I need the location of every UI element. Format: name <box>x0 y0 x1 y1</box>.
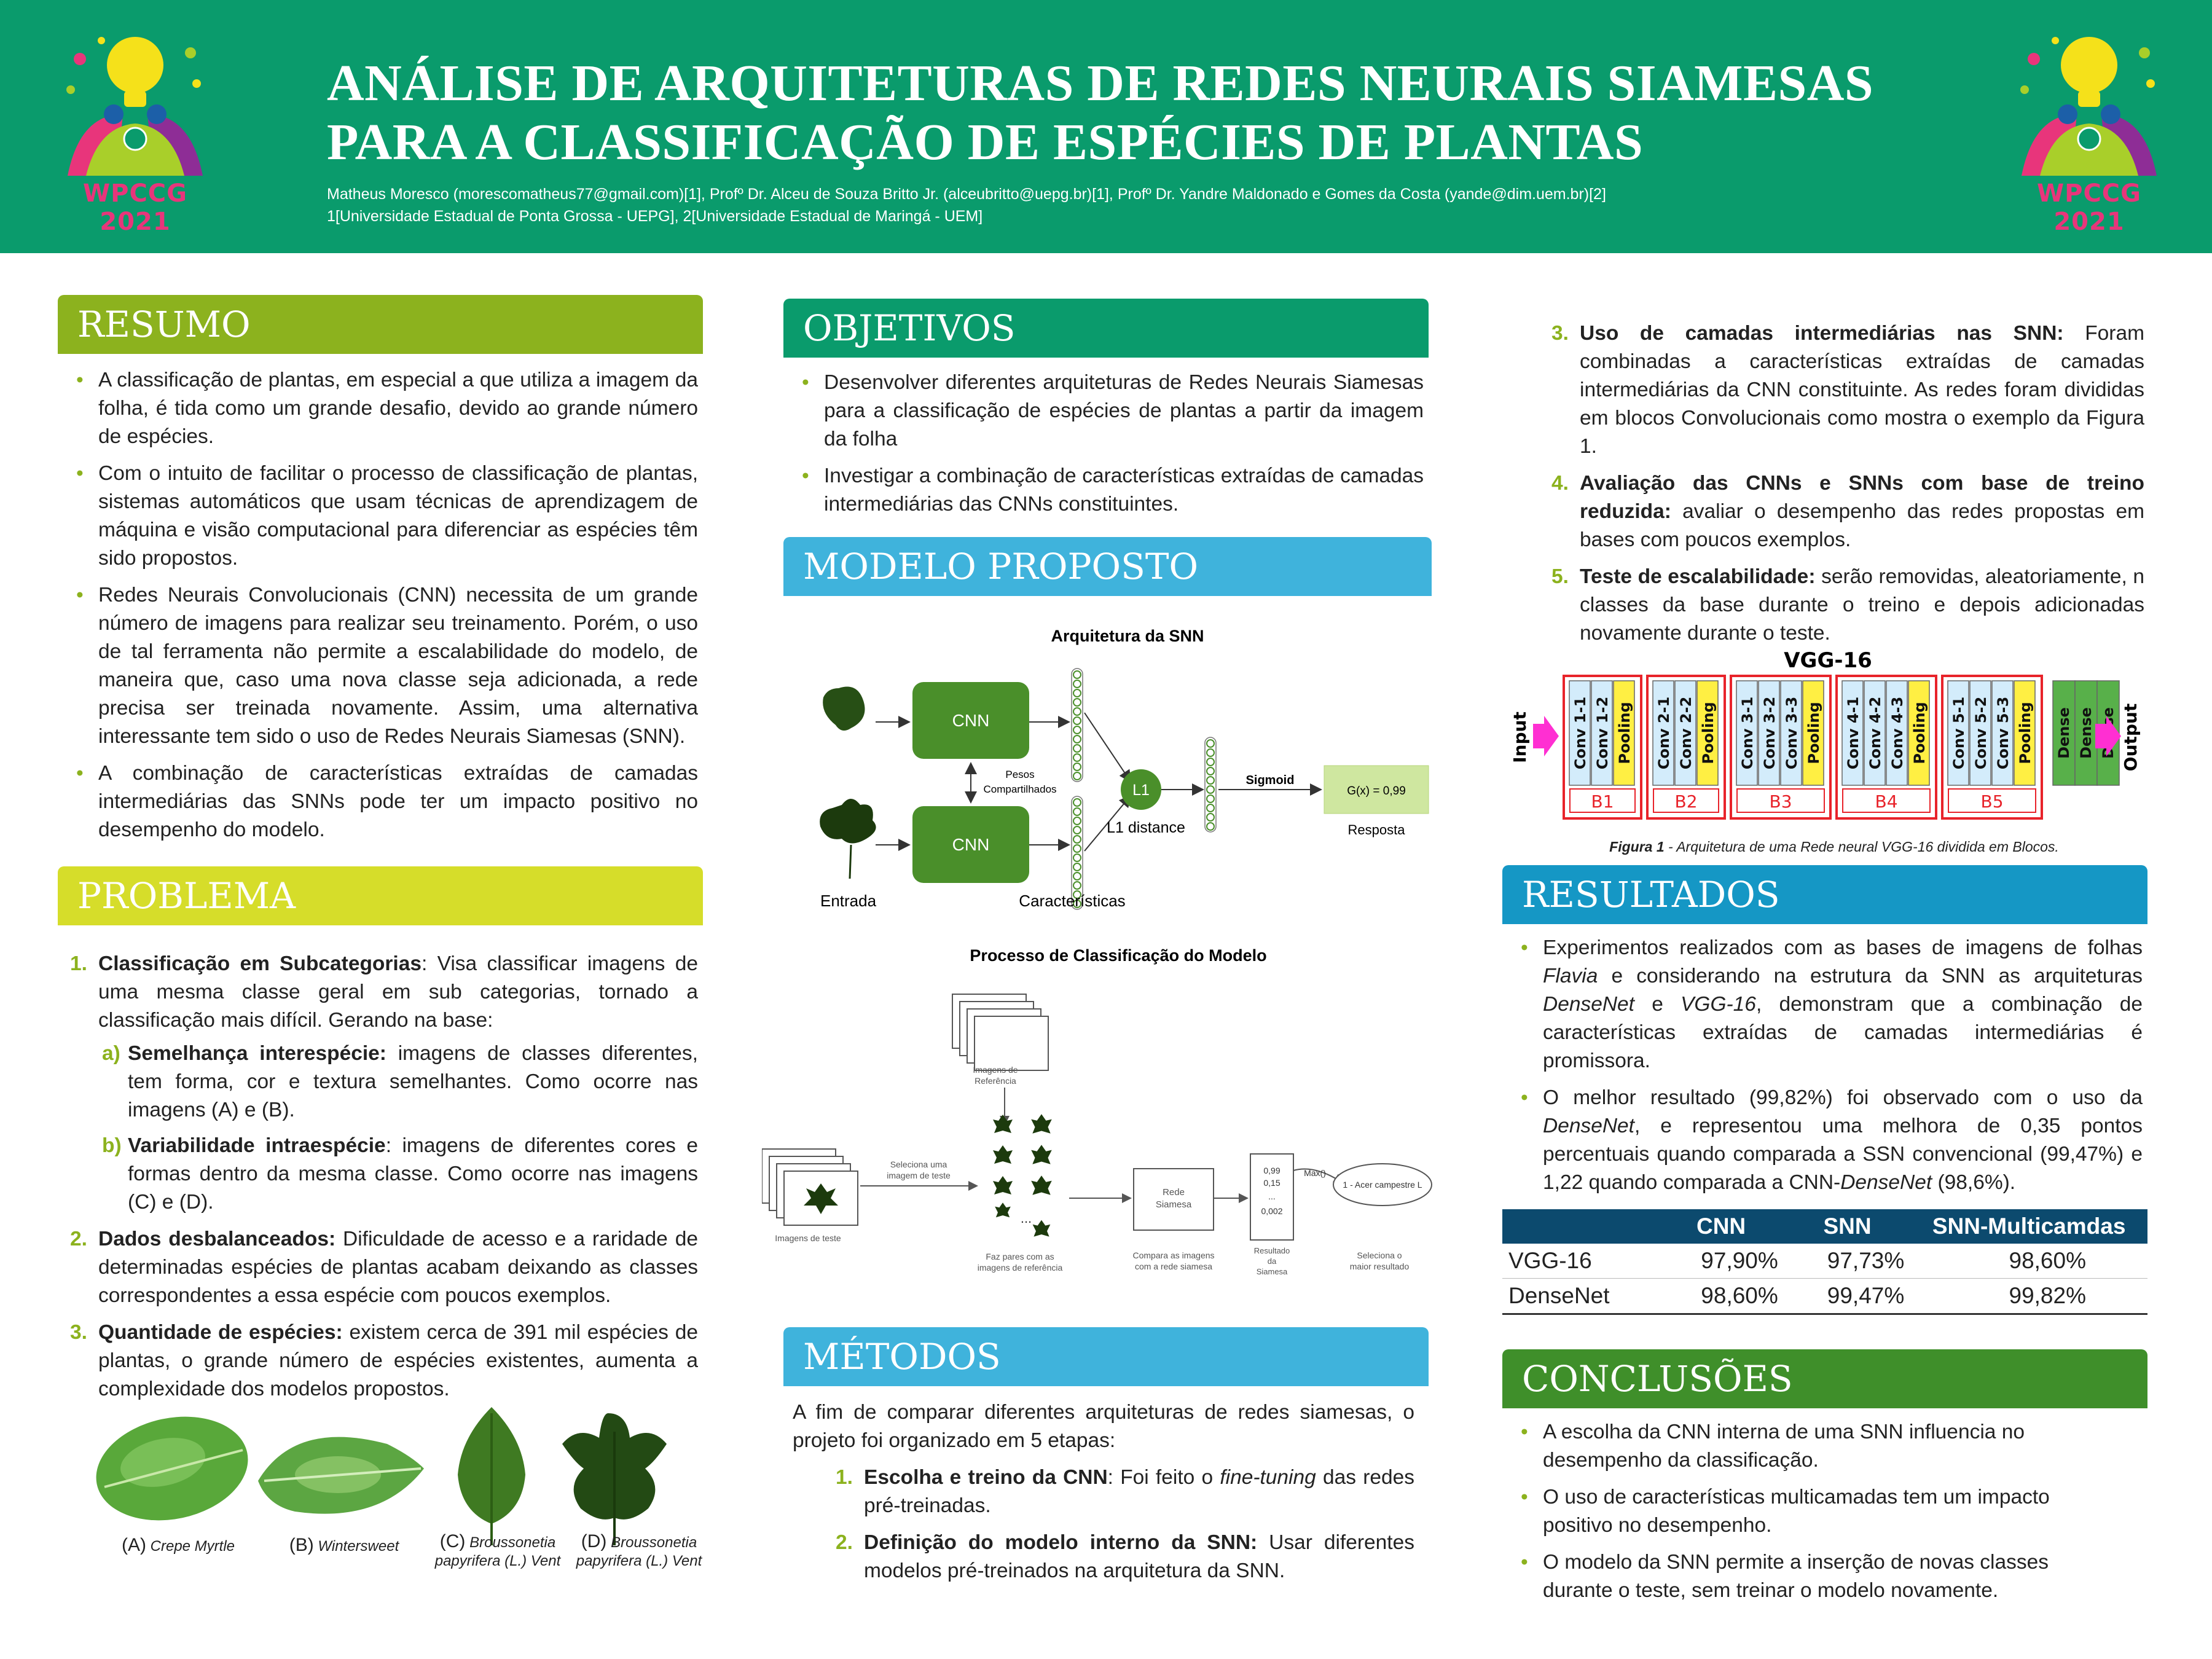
item-number: 4. <box>1551 472 1569 495</box>
item-text: Foram combinadas a características extraídas de camadas intermediárias da CNN constituinte. As redes foram divididas em blocos Convolucionais como mostra o exemplo da Figura 1. <box>1580 322 2144 458</box>
feature-vector-output <box>1205 737 1216 832</box>
layer-label: Conv 5-2 <box>1972 696 1990 770</box>
feature-node <box>1073 726 1081 734</box>
feature-node <box>1207 777 1214 784</box>
resultados-item-2 <box>1502 1084 2143 1197</box>
objetivos-heading: OBJETIVOS <box>783 299 1429 358</box>
snn-title: Arquitetura da SNN <box>1051 627 1204 645</box>
resumo-item: • Com o intuito de facilitar o processo de classificação de plantas, sistemas automáticos que usam técnicas de aprendizagem de máquina e visão computacional para diferenciar as espécies têm sido propostos. <box>58 460 698 573</box>
conclusoes-item: • A escolha da CNN interna de uma SNN influencia no desempenho da classificação. <box>1502 1418 2117 1475</box>
selected-class-label: 1 - Acer campestre L <box>1343 1180 1422 1190</box>
cnn-label-top: CNN <box>952 711 990 730</box>
t: (98,6%). <box>1932 1171 2016 1194</box>
item-title: Escolha e treino da CNN <box>864 1466 1108 1489</box>
authors: Matheus Moresco (morescomatheus77@gmail.com)[1], Profº Dr. Alceu de Souza Britto Jr. (alceubritto@uepg.br)[1], Profº Dr. Yandre Maldonado e Gomes da Costa (yande@dim.uem.br)[2] <box>327 186 1606 203</box>
conclusoes-heading: CONCLUSÕES <box>1502 1349 2147 1408</box>
result-ellipsis: ... <box>1268 1191 1276 1201</box>
table-cell: 97,90% <box>1658 1244 1784 1279</box>
subitem-letter: a) <box>102 1042 120 1065</box>
wpccg-logo-left <box>43 22 227 243</box>
feature-node <box>1073 680 1081 688</box>
metodos-continued <box>1539 320 2144 656</box>
subitem-title: Variabilidade intraespécie <box>128 1134 386 1157</box>
sigmoid-label: Sigmoid <box>1245 774 1295 787</box>
item-text-2: das redes pré-treinadas. <box>864 1466 1414 1517</box>
sel-final-label-1: Seleciona o <box>1357 1250 1402 1260</box>
feature-node <box>1073 836 1081 843</box>
classification-process-diagram <box>762 940 1438 1284</box>
leaf-a-caption <box>98 1536 258 1556</box>
item-number: 5. <box>1551 565 1569 588</box>
resumo-item: • Redes Neurais Convolucionais (CNN) necessita de um grande número de imagens para realizar seu treinamento. Porém, o uso de tal ferramenta não permite a escalabilidade do modelo, de maneira que, caso uma nova classe seja adicionada, a rede precisa ser treinada novamente. Assim, uma alternativa interessante tem sido o uso de Redes Neurais Siamesas (SNN). <box>58 581 698 751</box>
item-number: 2. <box>836 1531 853 1554</box>
item-title: Uso de camadas intermediárias nas SNN: <box>1580 322 2064 345</box>
t: Experimentos realizados com as bases de imagens de folhas <box>1543 936 2143 959</box>
caption-label: Figura 1 <box>1609 839 1665 855</box>
feature-node <box>1073 671 1081 678</box>
feature-node <box>1073 745 1081 752</box>
feature-node <box>1073 863 1081 871</box>
subitem-title: Semelhança interespécie: <box>128 1042 386 1065</box>
block-label: B5 <box>1980 791 2004 812</box>
leaf-b-caption <box>270 1536 418 1556</box>
i: DenseNet <box>1840 1171 1932 1194</box>
response-value: G(x) = 0,99 <box>1347 785 1406 798</box>
item-text: existem cerca de 391 mil espécies de plantas, o grande número de espécies existentes, aumenta a complexidade dos modelos propostos. <box>98 1321 698 1400</box>
results-table <box>1502 1209 2147 1315</box>
item-number: 1. <box>836 1466 853 1489</box>
feature-node <box>1073 873 1081 880</box>
leaf-c-caption <box>430 1532 565 1571</box>
feature-node <box>1073 826 1081 834</box>
input-leaf-2-icon <box>820 799 876 844</box>
input-leaf-1-icon <box>823 687 865 731</box>
metodos-heading: MÉTODOS <box>783 1327 1429 1386</box>
conclusoes-body <box>1502 1418 2117 1614</box>
table-cell: 98,60% <box>1658 1279 1784 1314</box>
subitem-letter: b) <box>102 1134 122 1157</box>
result-value-3: 0,002 <box>1261 1206 1283 1216</box>
leaf-name: Broussonetia <box>469 1534 556 1551</box>
modelo-heading: MODELO PROPOSTO <box>783 537 1432 596</box>
feature-node <box>1073 817 1081 825</box>
input-arrow-icon <box>1533 716 1559 756</box>
block-label: B3 <box>1769 791 1792 812</box>
l1-label: L1 <box>1132 782 1150 799</box>
caracteristicas-label: Características <box>1019 892 1126 910</box>
leaf-name: Wintersweet <box>318 1538 399 1555</box>
res-label-2: da <box>1267 1257 1277 1266</box>
resultados-item-1 <box>1502 934 2143 1075</box>
logo-text: WPCCG 2021 <box>2037 179 2141 236</box>
leaf-icon <box>993 1176 1013 1194</box>
reference-images-stack <box>952 994 1048 1070</box>
table-cell: VGG-16 <box>1502 1244 1658 1279</box>
res-label-3: Siamesa <box>1256 1267 1288 1276</box>
logo-text: WPCCG 2021 <box>83 179 187 236</box>
i: DenseNet <box>1543 1115 1634 1137</box>
subitem-text: : imagens de diferentes cores e formas dentro da mesma classe. Como ocorre nas imagens (C) e (D). <box>128 1134 698 1214</box>
metodos-item-5 <box>1539 563 2144 648</box>
i: Flavia <box>1543 965 1598 987</box>
ref-label-2: Referência <box>975 1076 1016 1086</box>
block-label: B4 <box>1875 791 1898 812</box>
table-header <box>1502 1209 1658 1244</box>
vgg-blocks <box>1564 676 2042 818</box>
feature-node <box>1073 689 1081 697</box>
leaf-images <box>92 1407 713 1548</box>
problema-item-3 <box>58 1319 698 1403</box>
problema-subitem-b <box>98 1132 698 1217</box>
cnn-label-bottom: CNN <box>952 835 990 854</box>
objetivos-item: • Desenvolver diferentes arquiteturas de Redes Neurais Siamesas para a classificação de espécies de plantas a partir da imagem da folha <box>783 369 1424 453</box>
layer-label: Pooling <box>2017 702 2034 764</box>
metodos-item-2 <box>823 1529 1414 1585</box>
objetivos-body <box>783 369 1424 527</box>
feature-node <box>1073 882 1081 889</box>
rede-label-2: Siamesa <box>1155 1199 1192 1210</box>
title-line-2: PARA A CLASSIFICAÇÃO DE ESPÉCIES DE PLANTAS <box>327 114 1644 171</box>
item-italic: fine-tuning <box>1220 1466 1316 1489</box>
feature-node <box>1073 717 1081 724</box>
table-cell: DenseNet <box>1502 1279 1658 1314</box>
entrada-label: Entrada <box>820 892 877 910</box>
max-label: Max() <box>1304 1168 1326 1178</box>
item-text: avaliar o desempenho das redes propostas em bases com poucos exemplos. <box>1580 500 2144 551</box>
leaf-label: (A) <box>121 1535 146 1555</box>
vgg-output-label: Output <box>2120 703 2141 772</box>
caption-text: - Arquitetura de uma Rede neural VGG-16 dividida em Blocos. <box>1664 839 2059 855</box>
leaf-d-image <box>562 1413 667 1545</box>
item-title: Teste de escalabilidade: <box>1580 565 1816 588</box>
figure-1-caption <box>1502 839 2166 855</box>
table-cell: 97,73% <box>1784 1244 1910 1279</box>
l1-distance-label: L1 distance <box>1107 819 1185 836</box>
table-header-row <box>1502 1209 2147 1244</box>
problema-body <box>58 950 698 1412</box>
t: e <box>1634 993 1681 1016</box>
item-text: serão removidas, aleatoriamente, n classes da base durante o treino e depois adicionadas novamente durante o teste. <box>1580 565 2144 645</box>
rede-label-1: Rede <box>1163 1187 1185 1198</box>
table-header: SNN <box>1784 1209 1910 1244</box>
table-row <box>1502 1244 2147 1279</box>
resultados-body <box>1502 934 2143 1206</box>
leaf-a-image <box>92 1407 257 1534</box>
ref-label-1: Imagens de <box>973 1065 1018 1075</box>
leaf-icon <box>1031 1175 1052 1195</box>
feature-node <box>1073 845 1081 852</box>
feature-node <box>1207 823 1214 830</box>
leaf-label: (B) <box>289 1535 314 1555</box>
leaf-b-image <box>258 1437 424 1514</box>
feature-node <box>1207 786 1214 793</box>
vgg-title: VGG-16 <box>1784 648 1872 673</box>
item-title: Quantidade de espécies: <box>98 1321 343 1344</box>
conclusoes-item: • O uso de características multicamadas tem um impacto positivo no desempenho. <box>1502 1483 2117 1540</box>
select-label-1: Seleciona uma <box>890 1159 947 1169</box>
feature-node <box>1207 758 1214 766</box>
feature-node <box>1073 763 1081 771</box>
leaf-icon <box>1031 1114 1052 1134</box>
t: O melhor resultado (99,82%) foi observado com o uso da <box>1543 1086 2143 1109</box>
result-value-1: 0,99 <box>1263 1166 1281 1175</box>
affiliations: 1[Universidade Estadual de Ponta Grossa - UEPG], 2[Universidade Estadual de Maringá - UEM] <box>327 208 983 225</box>
test-images-stack <box>762 1149 858 1225</box>
leaf-icon <box>993 1115 1013 1133</box>
result-value-2: 0,15 <box>1263 1178 1281 1188</box>
item-text: Usar diferentes modelos pré-treinados na arquitetura da SNN. <box>864 1531 1414 1582</box>
pairs-ellipsis: ... <box>1020 1210 1032 1226</box>
table-header: CNN <box>1658 1209 1784 1244</box>
feature-node <box>1207 749 1214 756</box>
objetivos-item: • Investigar a combinação de características extraídas de camadas intermediárias das CNNs constituintes. <box>783 462 1424 519</box>
leaf-icon <box>1033 1220 1051 1237</box>
item-number: 1. <box>70 952 87 975</box>
dense-label: Dense <box>2055 707 2073 759</box>
pesos-label-1: Pesos <box>1005 769 1035 780</box>
dense-label: Dense <box>2077 707 2095 759</box>
feature-node <box>1073 808 1081 815</box>
layer-label: Conv 3-1 <box>1739 696 1756 770</box>
resultados-heading: RESULTADOS <box>1502 865 2147 924</box>
resposta-label: Resposta <box>1347 822 1405 837</box>
metodos-item-3 <box>1539 320 2144 461</box>
metodos-intro: A fim de comparar diferentes arquiteturas de redes siamesas, o projeto foi organizado em 5 etapas: <box>793 1401 1414 1452</box>
leaf-name: Crepe Myrtle <box>150 1538 235 1555</box>
leaf-c-image <box>458 1407 525 1545</box>
leaf-icon <box>993 1145 1013 1164</box>
table-row <box>1502 1279 2147 1314</box>
item-number: 3. <box>70 1321 87 1344</box>
leaf-label: (D) <box>581 1531 607 1551</box>
item-number: 2. <box>70 1228 87 1250</box>
feature-node <box>1073 699 1081 706</box>
leaf-icon <box>1031 1145 1052 1164</box>
lightbulb-people-icon <box>1997 22 2181 206</box>
block-label: B2 <box>1674 791 1698 812</box>
res-label-1: Resultado <box>1253 1246 1290 1255</box>
resumo-heading: RESUMO <box>58 295 703 354</box>
layer-label: Conv 4-3 <box>1889 696 1906 770</box>
t: e considerando na estrutura da SNN as arquiteturas <box>1598 965 2143 987</box>
compara-label-1: Compara as imagens <box>1132 1250 1215 1260</box>
feature-node <box>1207 767 1214 775</box>
layer-label: Conv 2-2 <box>1677 696 1695 770</box>
authors-block <box>327 183 2109 227</box>
vgg16-diagram <box>1502 645 2166 836</box>
process-title: Processo de Classificação do Modelo <box>970 946 1267 965</box>
metodos-body <box>793 1398 1414 1594</box>
vgg-input-label: Input <box>1510 712 1530 763</box>
t: , e representou uma melhora de 0,35 pontos percentuais quando comparada a SSN convencional (99,47%) e 1,22 quando comparada a CNN- <box>1543 1115 2143 1194</box>
select-label-2: imagem de teste <box>887 1171 951 1180</box>
block-label: B1 <box>1591 791 1614 812</box>
t: , demonstram que a combinação de características extraídas de camadas intermediárias é promissora. <box>1543 993 2143 1072</box>
poster-title <box>327 54 1986 172</box>
layer-label: Pooling <box>1616 702 1633 764</box>
metodos-item-1 <box>823 1464 1414 1520</box>
feature-vector-top <box>1072 669 1083 782</box>
item-title: Avaliação das CNNs e SNNs com base de treino reduzida: <box>1580 472 2144 523</box>
table-cell: 99,47% <box>1784 1279 1910 1314</box>
pairs-label-1: Faz pares com as <box>986 1252 1054 1261</box>
problema-item-2 <box>58 1225 698 1310</box>
table-cell: 98,60% <box>1910 1244 2147 1279</box>
layer-label: Conv 1-1 <box>1572 696 1589 770</box>
item-text: : Visa classificar imagens de uma mesma classe geral em sub categorias, tornado a classificação mais difícil. Gerando na base: <box>98 952 698 1032</box>
leaf-label: (C) <box>439 1531 466 1551</box>
metodos-item-4 <box>1539 469 2144 554</box>
feature-node <box>1207 740 1214 747</box>
feature-node <box>1073 772 1081 780</box>
item-text: : Foi feito o <box>1107 1466 1220 1489</box>
i: DenseNet <box>1543 993 1634 1016</box>
layer-label: Conv 3-2 <box>1761 696 1778 770</box>
feature-node <box>1207 804 1214 812</box>
feature-node <box>1073 799 1081 806</box>
item-title: Definição do modelo interno da SNN: <box>864 1531 1258 1554</box>
problema-item-1 <box>58 950 698 1217</box>
layer-label: Conv 4-1 <box>1845 696 1862 770</box>
leaf-name-2: papyrifera (L.) Vent <box>434 1553 561 1569</box>
pesos-label-2: Compartilhados <box>983 783 1057 795</box>
layer-label: Conv 4-2 <box>1867 696 1884 770</box>
subitem-text: imagens de classes diferentes, tem forma, cor e textura semelhantes. Como ocorre nas imagens (A) e (B). <box>128 1042 698 1121</box>
feature-node <box>1207 814 1214 821</box>
feature-node <box>1073 754 1081 761</box>
conclusoes-item: • O modelo da SNN permite a inserção de novas classes durante o teste, sem treinar o modelo novamente. <box>1502 1548 2117 1605</box>
test-images-label: Imagens de teste <box>775 1233 841 1243</box>
table-header: SNN-Multicamdas <box>1910 1209 2147 1244</box>
snn-architecture-diagram <box>783 621 1435 928</box>
leaf-icon <box>995 1202 1011 1217</box>
table-cell: 99,82% <box>1910 1279 2147 1314</box>
problema-subitem-a <box>98 1040 698 1124</box>
lightbulb-people-icon <box>43 22 227 206</box>
layer-label: Conv 5-1 <box>1950 696 1967 770</box>
layer-label: Conv 3-3 <box>1783 696 1800 770</box>
resumo-body <box>58 366 698 853</box>
item-title: Dados desbalanceados: <box>98 1228 336 1250</box>
problema-heading: PROBLEMA <box>58 866 703 925</box>
sel-final-label-2: maior resultado <box>1349 1261 1410 1271</box>
feature-node <box>1073 854 1081 861</box>
leaf-name: Broussonetia <box>611 1534 697 1551</box>
resumo-item: • A combinação de características extraídas de camadas intermediárias das SNNs pode ter um impacto positivo no desempenho do modelo. <box>58 759 698 844</box>
item-title: Classificação em Subcategorias <box>98 952 422 975</box>
leaf-name-2: papyrifera (L.) Vent <box>576 1553 702 1569</box>
layer-label: Conv 2-1 <box>1655 696 1673 770</box>
layer-label: Conv 1-2 <box>1594 696 1611 770</box>
pairs-label-2: imagens de referência <box>977 1263 1063 1273</box>
layer-label: Pooling <box>1805 702 1822 764</box>
compara-label-2: com a rede siamesa <box>1134 1261 1213 1271</box>
layer-label: Conv 5-3 <box>1994 696 2012 770</box>
leaf-d-caption <box>571 1532 707 1571</box>
item-text: Dificuldade de acesso e a raridade de determinadas espécies de plantas acabam deixando as classes correspondentes a essa espécie com poucos exemplos. <box>98 1228 698 1307</box>
layer-label: Pooling <box>1911 702 1928 764</box>
resumo-item: • A classificação de plantas, em especial a que utiliza a imagem da folha, é tida como um grande desafio, devido ao grande número de espécies. <box>58 366 698 451</box>
i: VGG-16 <box>1681 993 1756 1016</box>
feature-node <box>1207 795 1214 802</box>
feature-node <box>1073 735 1081 743</box>
item-number: 3. <box>1551 322 1569 345</box>
title-line-1: ANÁLISE DE ARQUITETURAS DE REDES NEURAIS SIAMESAS <box>327 55 1874 112</box>
layer-label: Pooling <box>1700 702 1717 764</box>
feature-node <box>1073 708 1081 715</box>
